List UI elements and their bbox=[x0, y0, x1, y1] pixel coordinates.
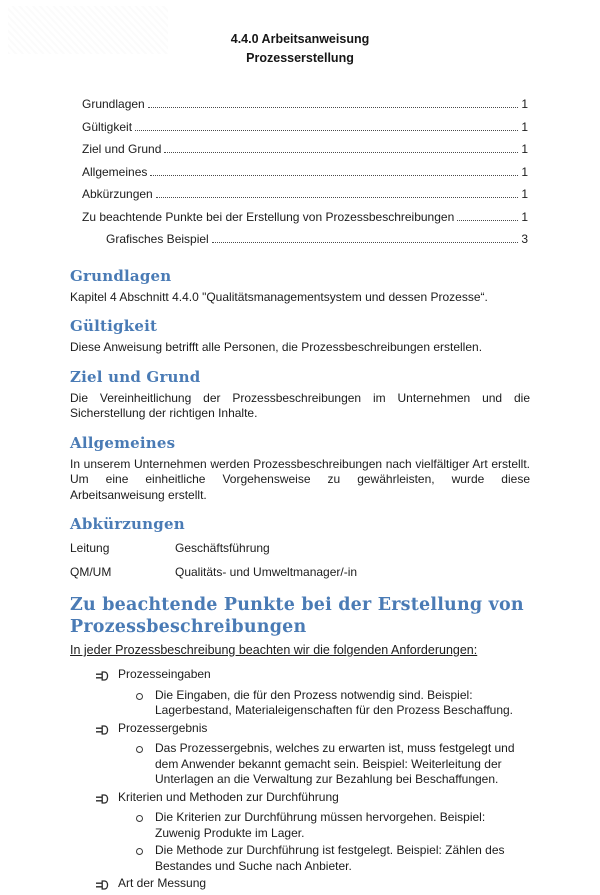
section-heading: Gültigkeit bbox=[70, 317, 158, 335]
toc-leader-dots bbox=[148, 107, 519, 108]
abbreviation-definition: Qualitäts- und Umweltmanager/-in bbox=[175, 565, 358, 579]
toc-page-number: 1 bbox=[521, 142, 528, 156]
abbreviation-definition: Geschäftsführung bbox=[175, 541, 270, 555]
title-line-1: 4.4.0 Arbeitsanweisung bbox=[230, 32, 370, 46]
requirements-list bbox=[70, 667, 530, 895]
requirements-heading: Zu beachtende Punkte bei der Erstellung von Prozessbeschreibungen bbox=[70, 595, 524, 637]
toc-page-number: 3 bbox=[521, 232, 528, 246]
sub-list-item-text: Die Eingaben, die für den Prozess notwendig sind. Beispiel: Lagerbestand, Materialeigenschaften für den Prozess Beschaffung. bbox=[155, 687, 514, 717]
toc-entry-label[interactable]: Grafisches Beispiel bbox=[106, 232, 209, 246]
toc-leader-dots bbox=[135, 130, 518, 131]
circle-bullet-icon bbox=[136, 815, 143, 822]
list-item bbox=[70, 667, 530, 686]
abbreviation-row bbox=[70, 565, 530, 580]
document-body bbox=[70, 267, 530, 895]
arrow-bullet-icon bbox=[95, 724, 110, 740]
abbreviation-row bbox=[70, 541, 530, 556]
sub-list-item bbox=[70, 688, 530, 719]
toc-leader-dots bbox=[156, 197, 519, 198]
abbreviation-term: QM/UM bbox=[70, 565, 112, 579]
circle-bullet-icon bbox=[136, 693, 143, 700]
toc-page-number: 1 bbox=[521, 97, 528, 111]
list-item bbox=[70, 876, 530, 895]
document-section bbox=[70, 317, 530, 356]
sub-list-item-text: Die Kriterien zur Durchführung müssen hervorgehen. Beispiel: Zuwenig Produkte im Lager. bbox=[155, 810, 486, 840]
list-item-label: Prozesseingaben bbox=[118, 667, 211, 681]
toc-entry-label[interactable]: Grundlagen bbox=[82, 97, 145, 111]
section-heading: Grundlagen bbox=[70, 266, 172, 285]
toc-entry[interactable] bbox=[82, 120, 528, 143]
toc-page-number: 1 bbox=[521, 164, 528, 179]
section-heading: Abkürzungen bbox=[70, 515, 185, 533]
section-requirements bbox=[70, 594, 530, 895]
abbreviation-term: Leitung bbox=[70, 541, 110, 555]
circle-bullet-icon bbox=[136, 746, 143, 753]
section-heading: Allgemeines bbox=[70, 433, 176, 452]
toc-leader-dots bbox=[457, 220, 518, 221]
section-paragraph: Diese Anweisung betrifft alle Personen, die Prozessbeschreibungen erstellen. bbox=[70, 340, 483, 354]
section-paragraph: Kapitel 4 Abschnitt 4.4.0 "Qualitätsmanagementsystem und dessen Prozesse“. bbox=[70, 289, 488, 304]
toc-entry[interactable] bbox=[82, 232, 528, 255]
sections-container bbox=[70, 267, 530, 504]
toc-leader-dots bbox=[164, 152, 518, 153]
toc-entry-label[interactable]: Allgemeines bbox=[82, 164, 148, 179]
section-paragraph: Die Vereinheitlichung der Prozessbeschreibungen im Unternehmen und die Sicherstellung der richtigen Inhalte. bbox=[70, 390, 530, 420]
toc-page-number: 1 bbox=[521, 209, 528, 224]
toc-entry[interactable] bbox=[82, 210, 528, 233]
circle-bullet-icon bbox=[136, 848, 143, 855]
sub-list-item-text: Die Methode zur Durchführung ist festgelegt. Beispiel: Zählen des Bestandes und Suche nach Anbieter. bbox=[155, 843, 505, 873]
title-line-2: Prozesserstellung bbox=[246, 51, 354, 65]
arrow-bullet-icon bbox=[95, 670, 110, 686]
toc-leader-dots bbox=[212, 242, 519, 243]
sub-list-item bbox=[70, 843, 530, 874]
list-item bbox=[70, 721, 530, 740]
toc-page-number: 1 bbox=[521, 187, 528, 201]
list-item bbox=[70, 790, 530, 809]
arrow-bullet-icon bbox=[95, 879, 110, 895]
toc-entry-label[interactable]: Abkürzungen bbox=[82, 187, 153, 201]
toc-entry[interactable] bbox=[82, 187, 528, 210]
arrow-bullet-icon bbox=[95, 793, 110, 809]
toc-entry-label[interactable]: Gültigkeit bbox=[82, 119, 133, 134]
document-section bbox=[70, 368, 530, 422]
document-section bbox=[70, 267, 530, 306]
section-abbreviations bbox=[70, 515, 530, 580]
document-title bbox=[0, 0, 600, 68]
document-section bbox=[70, 434, 530, 504]
sub-list-item-text: Das Prozessergebnis, welches zu erwarten ist, muss festgelegt und dem Anwender bekannt gemacht sein. Beispiel: Weiterleitung der Unterlagen an die Verwaltung zur Bezahlung bei Beschaffungen. bbox=[155, 741, 515, 786]
list-item-label: Art der Messung bbox=[118, 876, 207, 890]
list-item-label: Prozessergebnis bbox=[118, 720, 208, 735]
toc-page-number: 1 bbox=[521, 119, 528, 134]
list-item-label: Kriterien und Methoden zur Durchführung bbox=[118, 789, 339, 804]
toc-entry-label[interactable]: Ziel und Grund bbox=[82, 142, 162, 156]
section-paragraph: In unserem Unternehmen werden Prozessbeschreibungen nach vielfältiger Art erstellt. Um eine einheitliche Vorgehensweise zu gewährleisten, wurde diese Arbeitsanweisung erstellt. bbox=[70, 456, 530, 502]
table-of-contents bbox=[82, 97, 528, 255]
abbreviations-list bbox=[70, 541, 530, 580]
toc-entry[interactable] bbox=[82, 142, 528, 165]
section-heading: Ziel und Grund bbox=[70, 367, 201, 386]
toc-entry[interactable] bbox=[82, 97, 528, 120]
requirements-intro: In jeder Prozessbeschreibung beachten wir die folgenden Anforderungen: bbox=[70, 643, 478, 657]
toc-entry-label[interactable]: Zu beachtende Punkte bei der Erstellung von Prozessbeschreibungen bbox=[82, 209, 455, 224]
toc-entry[interactable] bbox=[82, 165, 528, 188]
sub-list-item bbox=[70, 741, 530, 788]
toc-leader-dots bbox=[150, 175, 518, 176]
sub-list-item bbox=[70, 810, 530, 841]
